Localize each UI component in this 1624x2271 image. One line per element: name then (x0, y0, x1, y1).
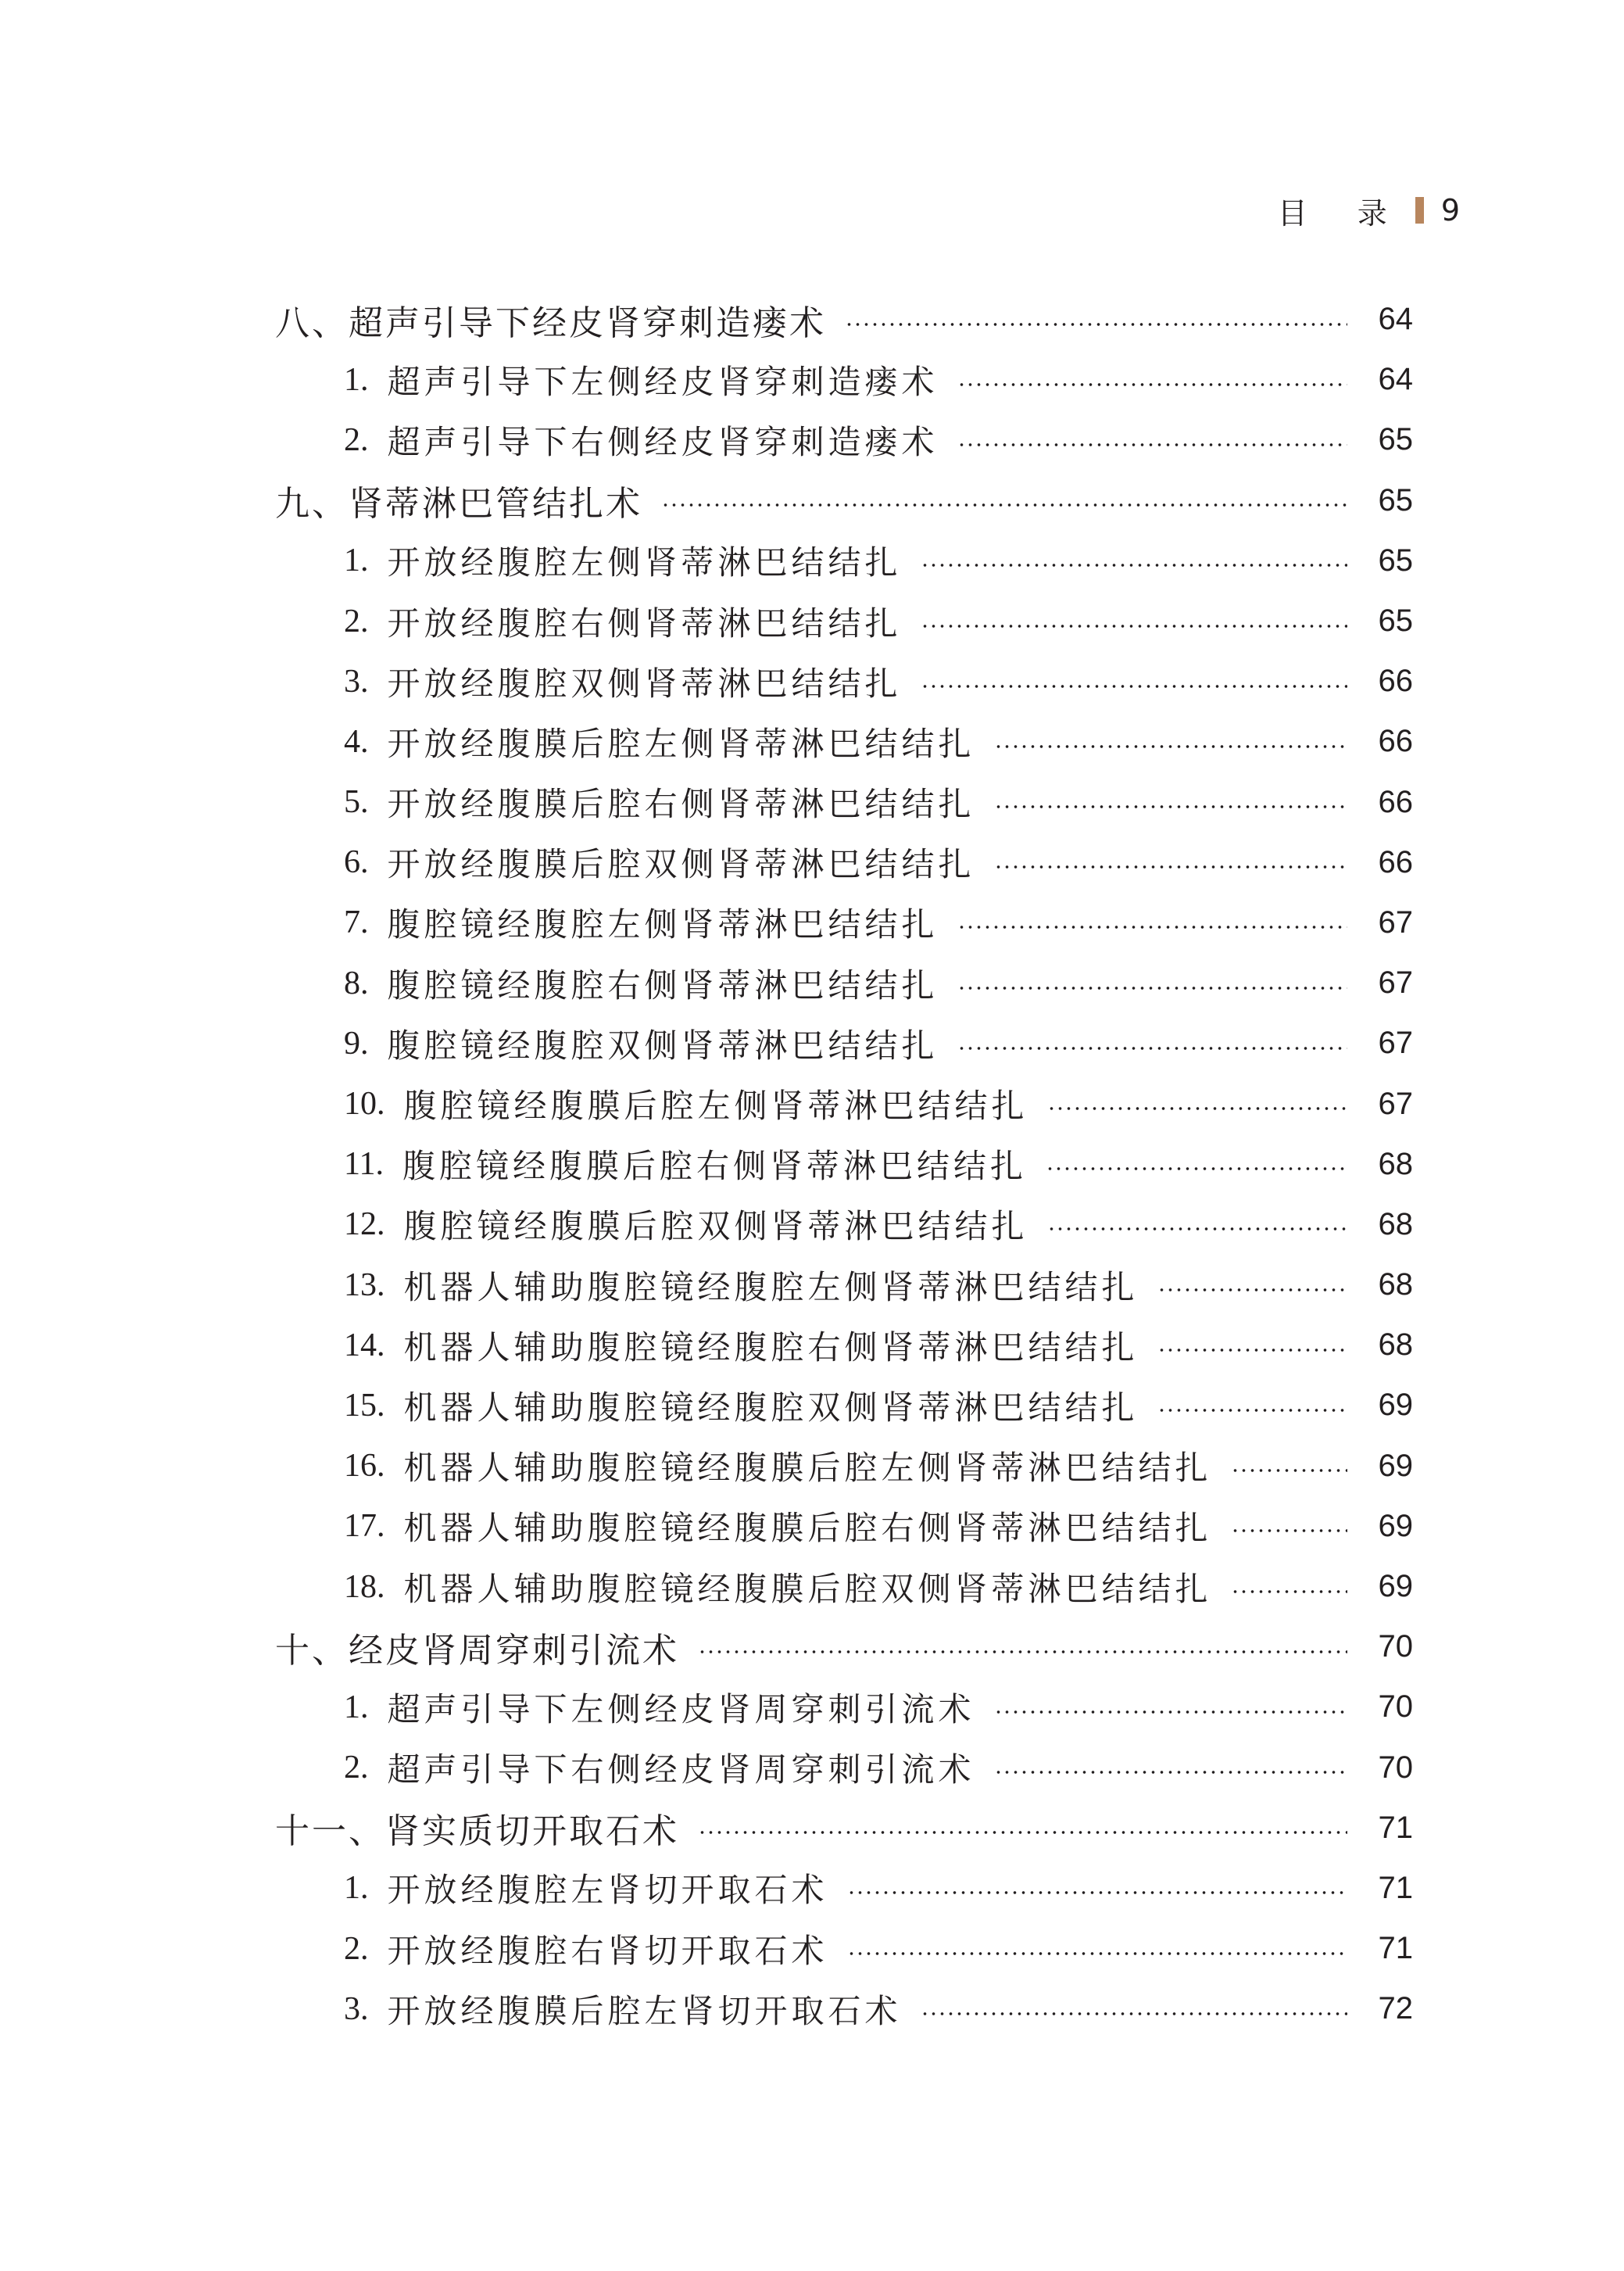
dot-leader (994, 865, 1347, 869)
toc-subentry[interactable] (275, 1496, 1413, 1556)
dot-leader (921, 564, 1347, 567)
dot-leader (957, 987, 1347, 990)
toc-entry-page: 68 (1378, 1146, 1413, 1181)
running-head (1278, 191, 1460, 230)
dot-leader (957, 383, 1347, 386)
toc-section-entry[interactable] (275, 1798, 1413, 1858)
toc-entry-page: 66 (1378, 844, 1413, 879)
toc-section-entry[interactable] (275, 1617, 1413, 1677)
toc-entry-number: 1. (344, 1689, 369, 1725)
table-of-contents (275, 289, 1413, 2039)
toc-entry-page: 70 (1378, 1750, 1413, 1785)
toc-entry-title: 开放经腹膜后腔左侧肾蒂淋巴结结扎 (387, 724, 975, 763)
toc-subentry[interactable] (275, 410, 1413, 470)
toc-subentry[interactable] (275, 772, 1413, 833)
dot-leader (1047, 1107, 1347, 1110)
toc-subentry[interactable] (275, 1195, 1413, 1255)
toc-subentry[interactable] (275, 349, 1413, 410)
toc-entry-title: 十一、肾实质切开取石术 (275, 1811, 679, 1852)
toc-entry-title: 八、超声引导下经皮肾穿刺造瘘术 (275, 303, 826, 343)
toc-entry-page: 70 (1378, 1629, 1413, 1664)
toc-entry-title: 机器人辅助腹腔镜经腹膜后腔右侧肾蒂淋巴结结扎 (403, 1509, 1212, 1548)
toc-entry-number: 3. (344, 663, 369, 700)
toc-entry-title: 九、肾蒂淋巴管结扎术 (275, 484, 642, 525)
toc-entry-title: 机器人辅助腹腔镜经腹腔双侧肾蒂淋巴结结扎 (403, 1388, 1139, 1427)
dot-leader (1231, 1469, 1347, 1472)
toc-entry-title: 腹腔镜经腹腔双侧肾蒂淋巴结结扎 (387, 1026, 939, 1065)
toc-entry-number: 1. (344, 361, 369, 398)
toc-entry-number: 9. (344, 1025, 369, 1062)
dot-leader (1157, 1349, 1347, 1352)
toc-entry-title: 腹腔镜经腹腔左侧肾蒂淋巴结结扎 (387, 905, 939, 944)
toc-entry-number: 6. (344, 844, 369, 881)
toc-entry-title: 十、经皮肾周穿刺引流术 (275, 1630, 679, 1671)
toc-entry-title: 超声引导下左侧经皮肾周穿刺引流术 (387, 1689, 975, 1728)
toc-subentry[interactable] (275, 1738, 1413, 1798)
toc-subentry[interactable] (275, 1134, 1413, 1195)
toc-entry-page: 68 (1378, 1267, 1413, 1302)
toc-entry-page: 71 (1378, 1870, 1413, 1905)
toc-entry-page: 69 (1378, 1448, 1413, 1483)
dot-leader (994, 745, 1347, 748)
toc-entry-number: 1. (344, 543, 369, 579)
dot-leader (921, 2012, 1347, 2015)
toc-entry-title: 机器人辅助腹腔镜经腹膜后腔双侧肾蒂淋巴结结扎 (403, 1569, 1212, 1608)
toc-entry-number: 4. (344, 723, 369, 760)
dot-leader (957, 443, 1347, 446)
toc-entry-title: 机器人辅助腹腔镜经腹膜后腔左侧肾蒂淋巴结结扎 (403, 1449, 1212, 1488)
toc-entry-number: 1. (344, 1870, 369, 1907)
dot-leader (847, 1891, 1347, 1894)
toc-entry-number: 2. (344, 1750, 369, 1786)
toc-entry-title: 开放经腹腔右肾切开取石术 (387, 1931, 828, 1970)
toc-subentry[interactable] (275, 893, 1413, 953)
toc-entry-number: 2. (344, 603, 369, 639)
toc-subentry[interactable] (275, 1436, 1413, 1496)
toc-entry-number: 5. (344, 784, 369, 821)
dot-leader (845, 323, 1347, 326)
toc-subentry[interactable] (275, 1315, 1413, 1375)
toc-entry-page: 65 (1378, 482, 1413, 518)
dot-leader (1046, 1167, 1347, 1170)
toc-section-entry[interactable] (275, 471, 1413, 531)
toc-entry-page: 67 (1378, 904, 1413, 940)
toc-entry-page: 66 (1378, 724, 1413, 759)
toc-section-entry[interactable] (275, 289, 1413, 349)
toc-entry-title: 机器人辅助腹腔镜经腹腔右侧肾蒂淋巴结结扎 (403, 1327, 1139, 1367)
toc-entry-page: 67 (1378, 1086, 1413, 1121)
toc-entry-page: 68 (1378, 1327, 1413, 1363)
toc-entry-page: 71 (1378, 1931, 1413, 1966)
toc-entry-number: 12. (344, 1206, 385, 1243)
toc-entry-page: 65 (1378, 422, 1413, 457)
toc-entry-number: 14. (344, 1327, 385, 1363)
toc-entry-number: 18. (344, 1568, 385, 1605)
dot-leader (921, 685, 1347, 688)
dot-leader (1157, 1288, 1347, 1291)
dot-leader (921, 625, 1347, 628)
toc-entry-title: 开放经腹膜后腔右侧肾蒂淋巴结结扎 (387, 785, 975, 824)
toc-entry-page: 71 (1378, 1810, 1413, 1845)
toc-entry-page: 69 (1378, 1508, 1413, 1543)
toc-entry-title: 超声引导下右侧经皮肾周穿刺引流术 (387, 1750, 975, 1789)
toc-entry-title: 超声引导下左侧经皮肾穿刺造瘘术 (387, 362, 939, 401)
dot-leader (1047, 1227, 1347, 1230)
dot-leader (957, 1047, 1347, 1050)
dot-leader (698, 1831, 1347, 1834)
toc-entry-title: 腹腔镜经腹腔右侧肾蒂淋巴结结扎 (387, 965, 939, 1005)
toc-entry-page: 67 (1378, 1026, 1413, 1061)
dot-leader (994, 1710, 1347, 1714)
toc-entry-title: 开放经腹膜后腔双侧肾蒂淋巴结结扎 (387, 845, 975, 884)
toc-entry-title: 腹腔镜经腹膜后腔双侧肾蒂淋巴结结扎 (403, 1207, 1028, 1246)
toc-entry-page: 72 (1378, 1991, 1413, 2026)
toc-entry-title: 开放经腹腔左侧肾蒂淋巴结结扎 (387, 543, 902, 582)
toc-subentry[interactable] (275, 1013, 1413, 1073)
toc-subentry[interactable] (275, 531, 1413, 591)
toc-entry-page: 66 (1378, 664, 1413, 699)
toc-subentry[interactable] (275, 651, 1413, 711)
dot-leader (661, 503, 1347, 507)
toc-entry-title: 腹腔镜经腹膜后腔左侧肾蒂淋巴结结扎 (403, 1087, 1028, 1126)
toc-entry-title: 开放经腹腔右侧肾蒂淋巴结结扎 (387, 604, 902, 643)
toc-subentry[interactable] (275, 1979, 1413, 2039)
toc-subentry[interactable] (275, 1375, 1413, 1435)
toc-subentry[interactable] (275, 1556, 1413, 1617)
toc-subentry[interactable] (275, 1858, 1413, 1918)
toc-entry-number: 2. (344, 1930, 369, 1967)
dot-leader (957, 926, 1347, 929)
toc-entry-number: 13. (344, 1266, 385, 1303)
toc-subentry[interactable] (275, 1918, 1413, 1979)
toc-entry-page: 69 (1378, 1388, 1413, 1423)
toc-entry-title: 腹腔镜经腹膜后腔右侧肾蒂淋巴结结扎 (402, 1147, 1027, 1186)
toc-entry-number: 3. (344, 1990, 369, 2027)
dot-leader (1231, 1590, 1347, 1593)
dot-leader (994, 805, 1347, 808)
toc-entry-number: 11. (344, 1146, 384, 1183)
toc-entry-number: 17. (344, 1508, 385, 1545)
toc-entry-title: 开放经腹腔左肾切开取石术 (387, 1871, 828, 1910)
toc-subentry[interactable] (275, 591, 1413, 651)
toc-entry-page: 70 (1378, 1689, 1413, 1725)
dot-leader (847, 1952, 1347, 1955)
dot-leader (994, 1771, 1347, 1774)
toc-entry-number: 7. (344, 904, 369, 941)
toc-entry-number: 15. (344, 1387, 385, 1424)
toc-subentry[interactable] (275, 833, 1413, 893)
toc-entry-page: 66 (1378, 784, 1413, 819)
toc-entry-page: 69 (1378, 1569, 1413, 1604)
toc-entry-title: 开放经腹腔双侧肾蒂淋巴结结扎 (387, 664, 902, 703)
toc-entry-page: 64 (1378, 302, 1413, 337)
toc-entry-number: 8. (344, 965, 369, 1001)
running-head-divider (1415, 197, 1424, 224)
toc-subentry[interactable] (275, 1073, 1413, 1134)
toc-entry-page: 68 (1378, 1206, 1413, 1241)
toc-entry-number: 2. (344, 421, 369, 458)
toc-entry-title: 开放经腹膜后腔左肾切开取石术 (387, 1991, 902, 2030)
dot-leader (1231, 1529, 1347, 1532)
toc-subentry[interactable] (275, 711, 1413, 772)
toc-entry-number: 10. (344, 1086, 385, 1123)
toc-entry-title: 超声引导下右侧经皮肾穿刺造瘘术 (387, 422, 939, 461)
dot-leader (1157, 1409, 1347, 1412)
page-number: 9 (1440, 193, 1460, 227)
toc-subentry[interactable] (275, 953, 1413, 1013)
running-head-title: 目 录 (1277, 195, 1408, 231)
toc-entry-title: 机器人辅助腹腔镜经腹腔左侧肾蒂淋巴结结扎 (403, 1267, 1139, 1306)
toc-subentry[interactable] (275, 1255, 1413, 1315)
toc-entry-page: 65 (1378, 543, 1413, 578)
toc-entry-page: 67 (1378, 965, 1413, 1001)
toc-entry-page: 64 (1378, 362, 1413, 397)
toc-entry-page: 65 (1378, 604, 1413, 639)
toc-subentry[interactable] (275, 1677, 1413, 1737)
dot-leader (698, 1650, 1347, 1653)
toc-entry-number: 16. (344, 1448, 385, 1485)
